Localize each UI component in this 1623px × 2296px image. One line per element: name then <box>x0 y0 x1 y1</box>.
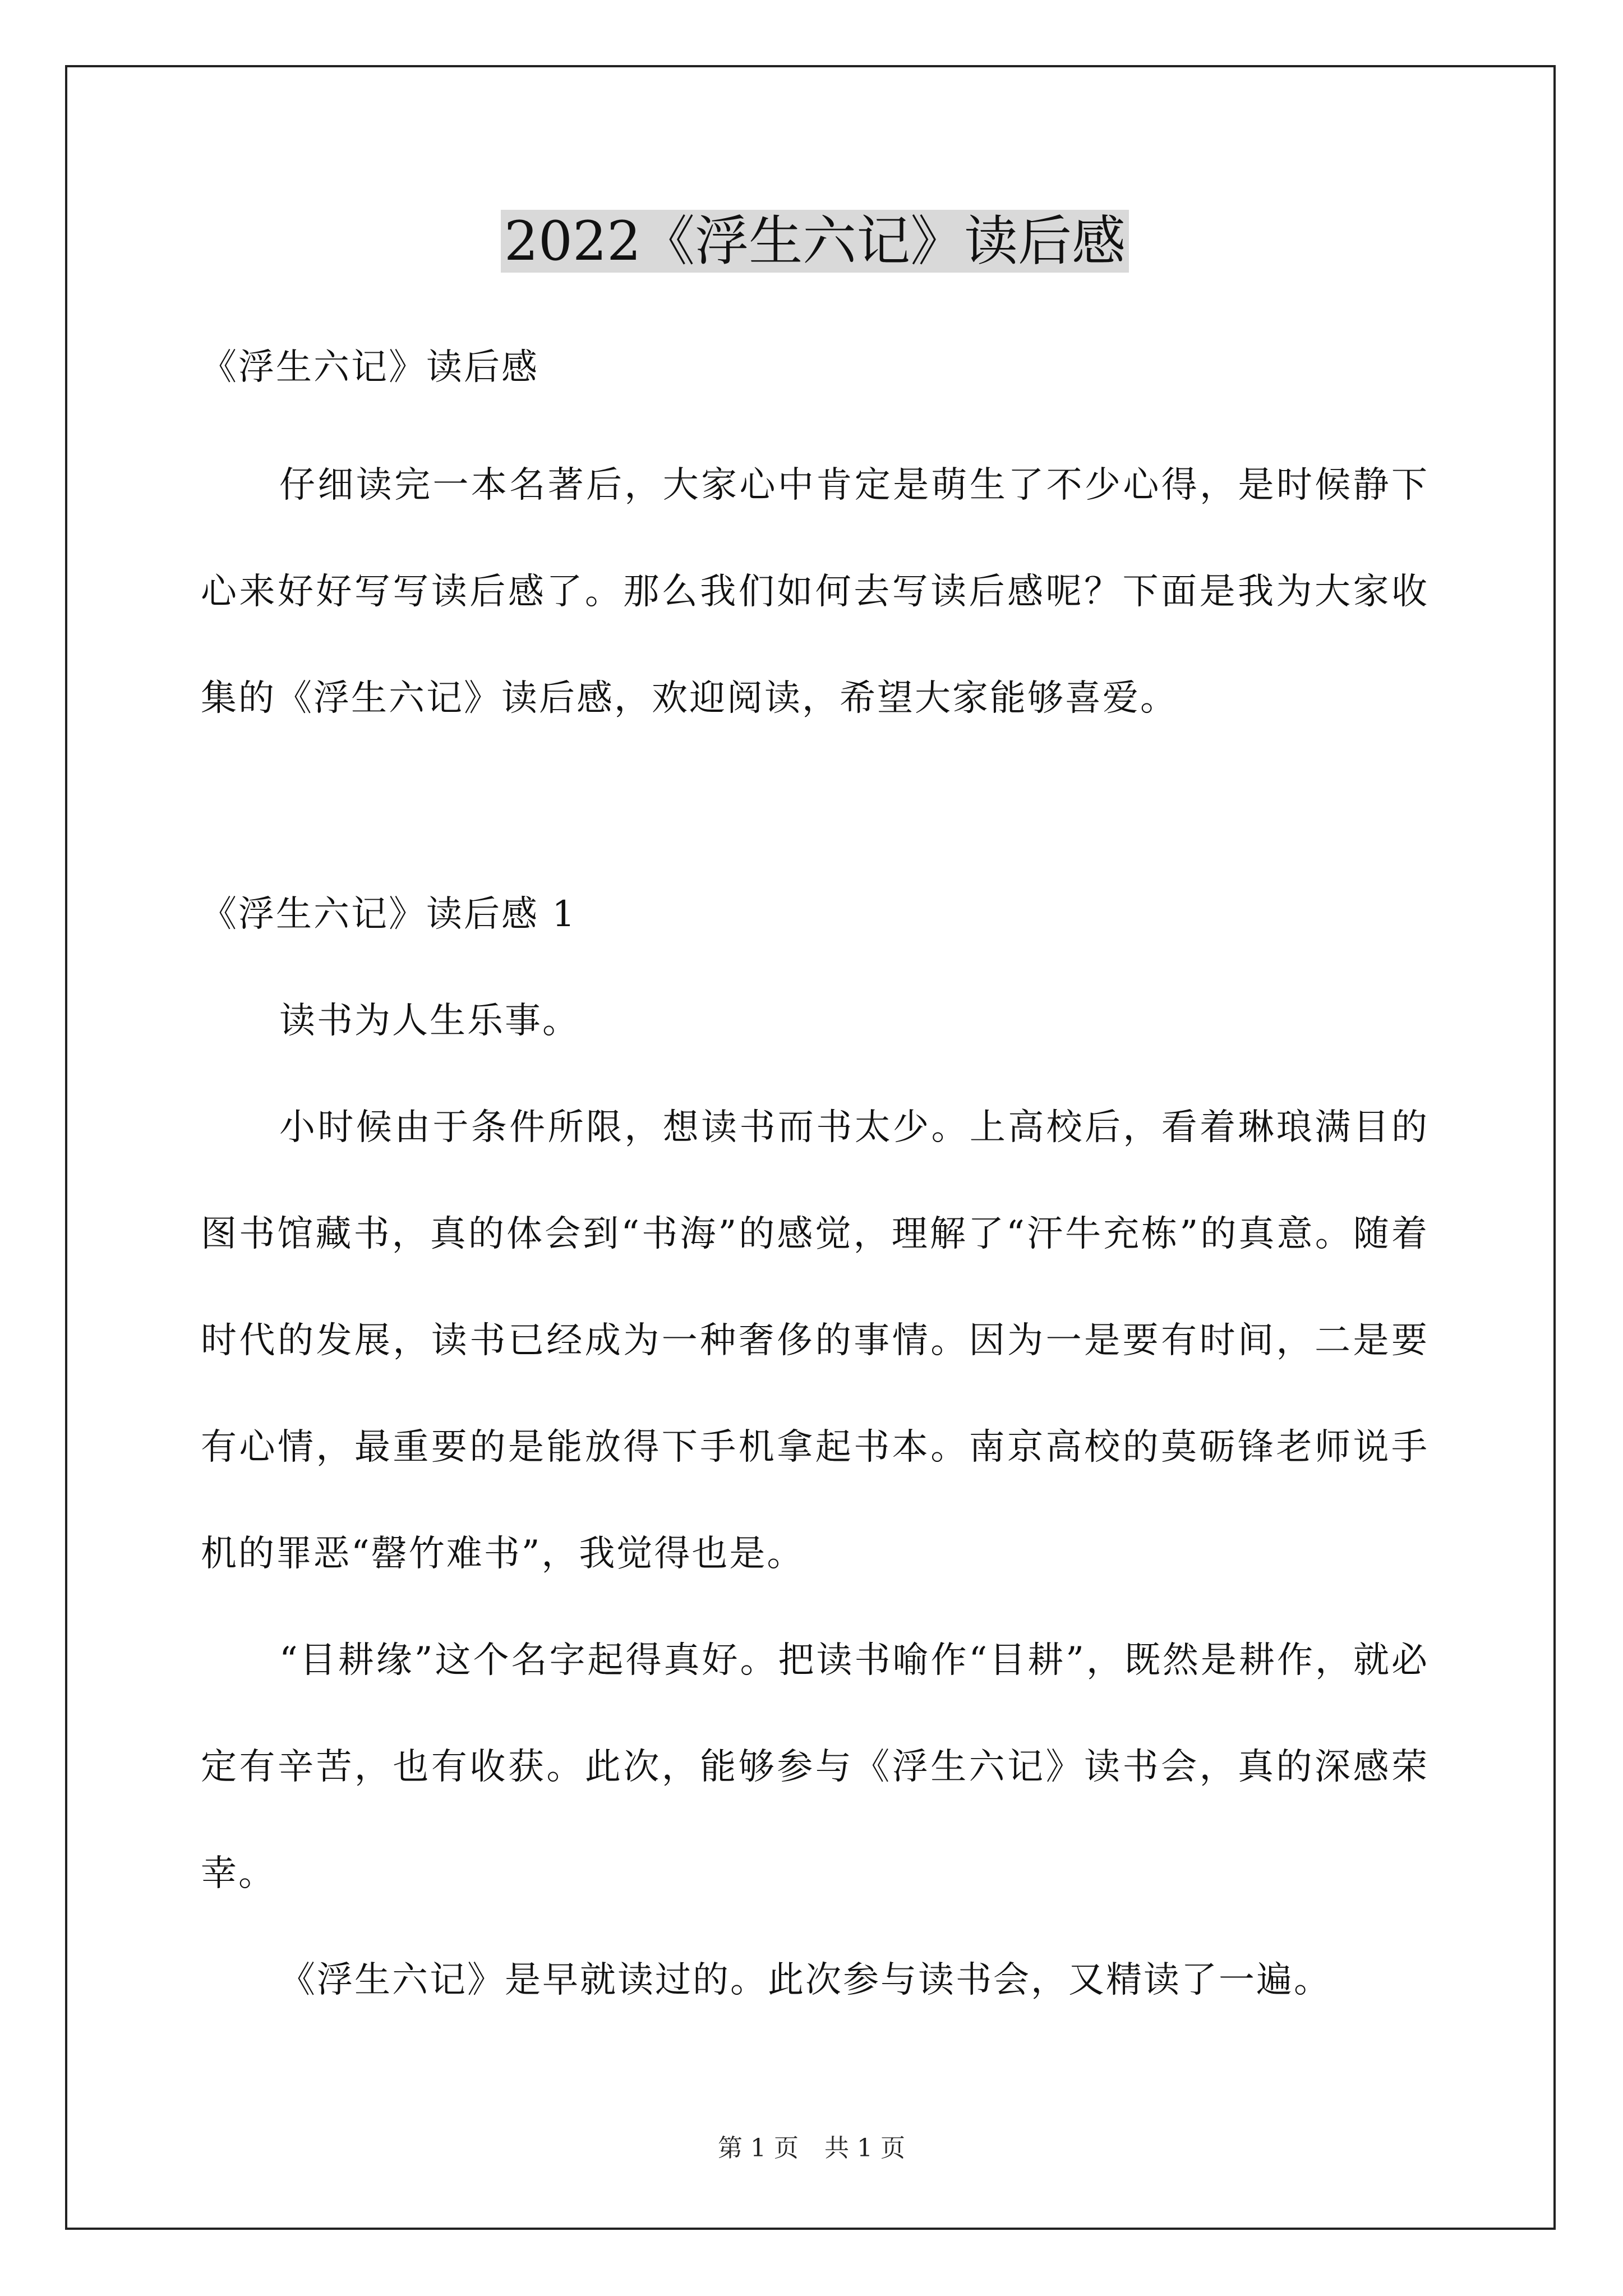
body-paragraph: 小时候由于条件所限，想读书而书太少。上高校后，看着琳琅满目的图书馆藏书，真的体会到“书海”的感觉，理解了“汗牛充栋”的真意。随着时代的发展，读书已经成为一种奢侈的事情。因为一是要有时间，二是要有心情，最重要的是能放得下手机拿起书本。南京高校的莫砺锋老师说手机的罪恶“罄竹难书”，我觉得也是。 <box>201 1107 1429 1575</box>
section-heading: 《浮生六记》读后感 1 <box>201 894 577 935</box>
page-number: 第 1 页 <box>718 2134 799 2162</box>
document-title-text: 2022《浮生六记》读后感 <box>501 210 1129 273</box>
intro-paragraph: 仔细读完一本名著后，大家心中肯定是萌生了不少心得，是时候静下心来好好写写读后感了。那么我们如何去写读后感呢？下面是我为大家收集的《浮生六记》读后感，欢迎阅读，希望大家能够喜爱。 <box>201 464 1429 719</box>
body-paragraph: “目耕缘”这个名字起得真好。把读书喻作“目耕”，既然是耕作，就必定有辛苦，也有收获。此次，能够参与《浮生六记》读书会，真的深感荣幸。 <box>201 1640 1429 1894</box>
page-total: 共 1 页 <box>824 2134 905 2162</box>
document-title <box>201 205 1429 278</box>
body-paragraph: 《浮生六记》是早就读过的。此次参与读书会，又精读了一遍。 <box>279 1959 1331 2001</box>
page-footer <box>0 2132 1623 2165</box>
document-subtitle: 《浮生六记》读后感 <box>201 347 539 388</box>
body-paragraph: 读书为人生乐事。 <box>279 1000 580 1042</box>
